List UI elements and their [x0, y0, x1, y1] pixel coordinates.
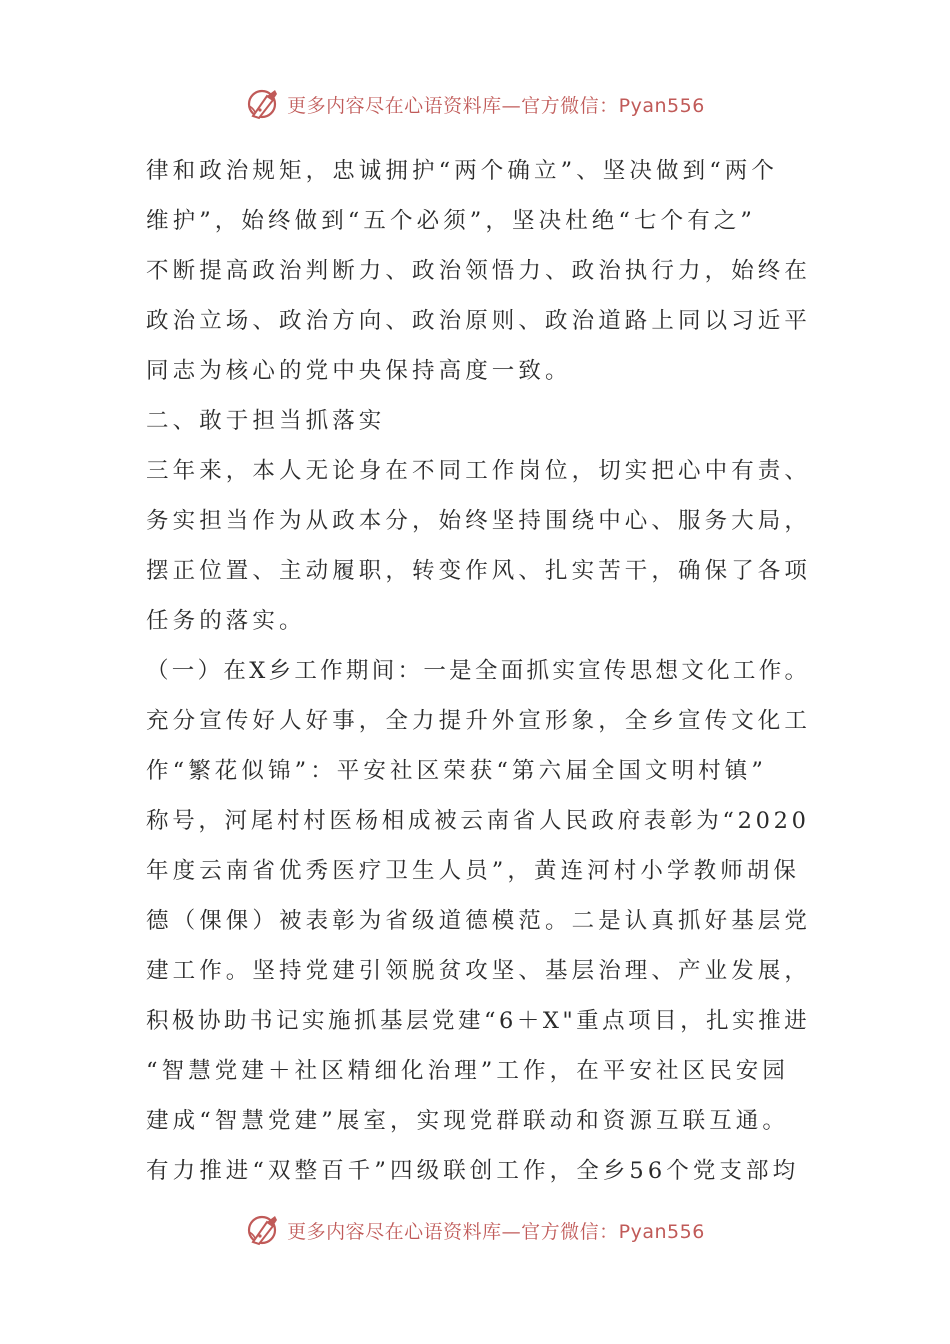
text-line: 摆正位置、主动履职，转变作风、扎实苦干，确保了各项 [146, 558, 811, 584]
text-line: 不断提高政治判断力、政治领悟力、政治执行力，始终在 [146, 258, 811, 284]
text-line: 年度云南省优秀医疗卫生人员”，黄连河村小学教师胡保 [146, 858, 801, 884]
text-line: 维护”，始终做到“五个必须”，坚决杜绝“七个有之” [146, 208, 757, 234]
text-line: 律和政治规矩，忠诚拥护“两个确立”、坚决做到“两个 [146, 158, 779, 184]
watermark-text: 更多内容尽在心语资料库—官方微信：Pyan556 [287, 1220, 705, 1243]
text-line: （一）在X乡工作期间：一是全面抓实宣传思想文化工作。 [146, 658, 811, 684]
text-line: 称号，河尾村村医杨相成被云南省人民政府表彰为“2020 [146, 808, 810, 834]
header-watermark [0, 84, 950, 124]
watermark-text: 更多内容尽在心语资料库—官方微信：Pyan556 [287, 94, 705, 117]
text-line: 德（倮倮）被表彰为省级道德模范。二是认真抓好基层党 [146, 908, 811, 934]
section-heading: 二、敢于担当抓落实 [146, 408, 386, 434]
pen-nib-logo-icon [245, 1212, 281, 1248]
footer-watermark [0, 1210, 950, 1250]
text-line: 充分宣传好人好事，全力提升外宣形象，全乡宣传文化工 [146, 708, 811, 734]
text-line: 务实担当作为从政本分，始终坚持围绕中心、服务大局， [146, 508, 811, 534]
text-line: 积极协助书记实施抓基层党建“6＋X"重点项目，扎实推进 [146, 1008, 811, 1034]
text-line: 任务的落实。 [146, 608, 306, 634]
text-line: 建成“智慧党建”展室，实现党群联动和资源互联互通。 [146, 1108, 790, 1134]
text-line: 有力推进“双整百千”四级联创工作，全乡56个党支部均 [146, 1158, 800, 1184]
text-line: 三年来，本人无论身在不同工作岗位，切实把心中有责、 [146, 458, 811, 484]
pen-nib-logo-icon [245, 86, 281, 122]
text-line: 政治立场、政治方向、政治原则、政治道路上同以习近平 [146, 308, 811, 334]
text-line: 作“繁花似锦”：平安社区荣获“第六届全国文明村镇” [146, 758, 768, 784]
text-line: 建工作。坚持党建引领脱贫攻坚、基层治理、产业发展， [146, 958, 811, 984]
text-line: “智慧党建＋社区精细化治理”工作，在平安社区民安园 [146, 1058, 790, 1084]
document-body [146, 146, 811, 1196]
text-line: 同志为核心的党中央保持高度一致。 [146, 358, 572, 384]
